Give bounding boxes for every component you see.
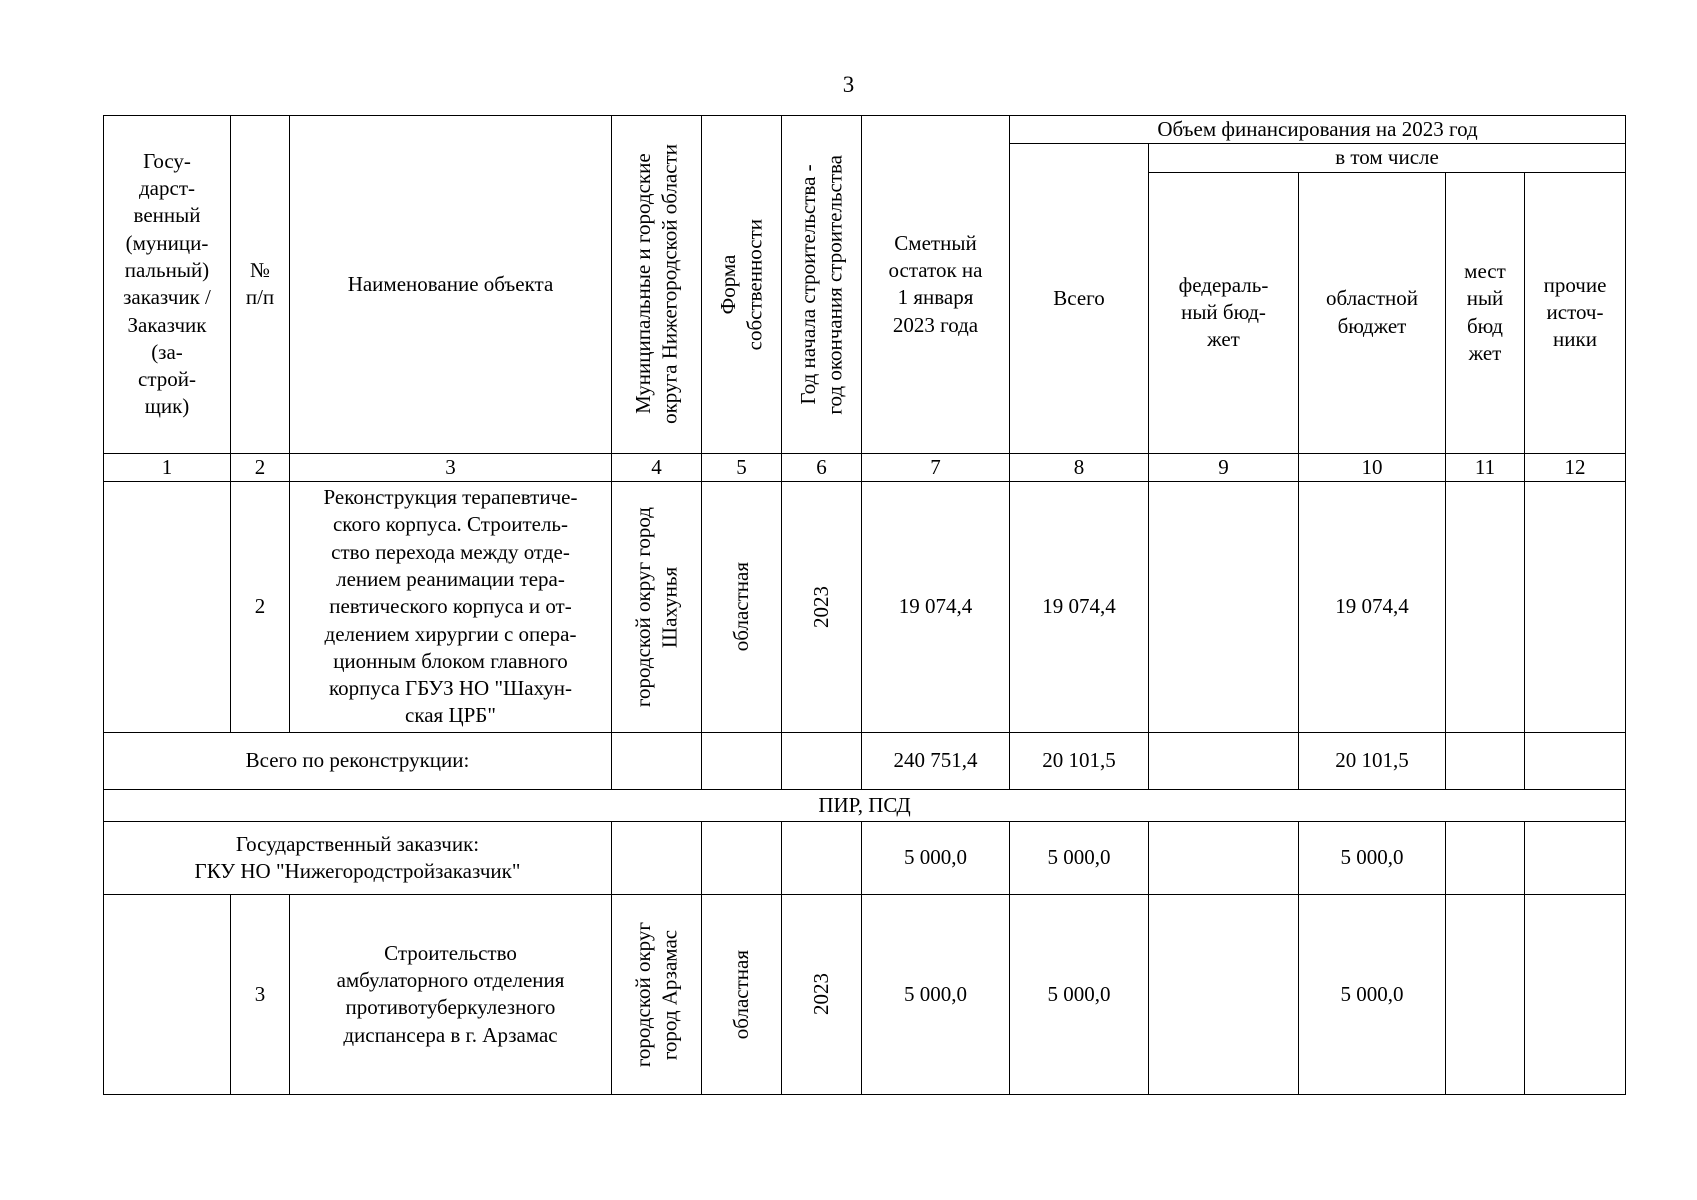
cell-municipality-text: городской округ город Арзамас <box>631 921 682 1067</box>
header-financing: Объем финансирования на 2023 год <box>1010 116 1626 144</box>
cell-local <box>1446 481 1525 732</box>
col-num: 12 <box>1525 453 1626 481</box>
col-num: 10 <box>1299 453 1446 481</box>
cell-num: 3 <box>231 894 290 1094</box>
cell-total: 5 000,0 <box>1010 821 1149 894</box>
cell-object-name: Строительство амбулаторного отделения противотуберкулезного диспансера в г. Арзамас <box>290 894 612 1094</box>
col-num: 1 <box>104 453 231 481</box>
col-num: 6 <box>782 453 862 481</box>
col-num: 11 <box>1446 453 1525 481</box>
header-row-1 <box>104 116 1626 144</box>
header-total: Всего <box>1010 144 1149 453</box>
cell-other <box>1525 894 1626 1094</box>
cell-other <box>1525 821 1626 894</box>
cell-regional: 5 000,0 <box>1299 894 1446 1094</box>
cell-years <box>782 821 862 894</box>
header-including: в том числе <box>1149 144 1626 172</box>
cell-local <box>1446 732 1525 789</box>
cell-regional: 20 101,5 <box>1299 732 1446 789</box>
header-estimate: Сметный остаток на 1 января 2023 года <box>862 116 1010 454</box>
header-years-text: Год начала строительства - год окончания строительства <box>796 154 847 415</box>
cell-years <box>782 894 862 1094</box>
cell-estimate: 19 074,4 <box>862 481 1010 732</box>
section-title: ПИР, ПСД <box>104 789 1626 821</box>
table-row <box>104 894 1626 1094</box>
cell-federal <box>1149 821 1299 894</box>
cell-local <box>1446 894 1525 1094</box>
header-customer: Госу- дарст- венный (муници- пальный) заказчик / Заказчик (за- строй- щик) <box>104 116 231 454</box>
cell-years-text: 2023 <box>809 585 834 628</box>
header-object-name: Наименование объекта <box>290 116 612 454</box>
cell-ownership <box>702 821 782 894</box>
cell-ownership <box>702 732 782 789</box>
col-num: 8 <box>1010 453 1149 481</box>
cell-federal <box>1149 894 1299 1094</box>
cell-local <box>1446 821 1525 894</box>
financing-table <box>103 115 1626 1095</box>
cell-municipality <box>612 732 702 789</box>
cell-ownership <box>702 894 782 1094</box>
header-num: № п/п <box>231 116 290 454</box>
cell-years <box>782 481 862 732</box>
cell-customer <box>104 894 231 1094</box>
header-years <box>782 116 862 454</box>
cell-total: 5 000,0 <box>1010 894 1149 1094</box>
header-ownership <box>702 116 782 454</box>
section-row <box>104 789 1626 821</box>
header-ownership-text: Форма собственности <box>716 218 767 350</box>
cell-total: 20 101,5 <box>1010 732 1149 789</box>
table-row-total <box>104 732 1626 789</box>
cell-federal <box>1149 481 1299 732</box>
cell-ownership-text: областная <box>729 949 754 1039</box>
cell-municipality <box>612 821 702 894</box>
cell-years-text: 2023 <box>809 973 834 1016</box>
cell-federal <box>1149 732 1299 789</box>
cell-regional: 5 000,0 <box>1299 821 1446 894</box>
cell-total: 19 074,4 <box>1010 481 1149 732</box>
cell-regional: 19 074,4 <box>1299 481 1446 732</box>
cell-object-name: Реконструкция терапевтиче- ского корпуса. Строитель- ство перехода между отде- лением реанимации тера- певтического корпуса и от- делением хирургии с опера- ционным блоком главного корпуса ГБУЗ НО "Шахун- ская ЦРБ" <box>290 481 612 732</box>
header-regional: областной бюджет <box>1299 172 1446 453</box>
header-municipality-text: Муниципальные и городские округа Нижегородской области <box>631 144 682 425</box>
header-municipality <box>612 116 702 454</box>
cell-estimate: 240 751,4 <box>862 732 1010 789</box>
cell-ownership <box>702 481 782 732</box>
cell-num: 2 <box>231 481 290 732</box>
cell-customer <box>104 481 231 732</box>
total-reconstruction-label: Всего по реконструкции: <box>104 732 612 789</box>
column-numbers-row <box>104 453 1626 481</box>
cell-other <box>1525 481 1626 732</box>
cell-years <box>782 732 862 789</box>
cell-municipality <box>612 481 702 732</box>
col-num: 4 <box>612 453 702 481</box>
col-num: 3 <box>290 453 612 481</box>
cell-estimate: 5 000,0 <box>862 821 1010 894</box>
col-num: 5 <box>702 453 782 481</box>
customer-label: Государственный заказчик: ГКУ НО "Нижегородстройзаказчик" <box>104 821 612 894</box>
cell-ownership-text: областная <box>729 562 754 652</box>
col-num: 2 <box>231 453 290 481</box>
col-num: 9 <box>1149 453 1299 481</box>
cell-other <box>1525 732 1626 789</box>
table-row-customer <box>104 821 1626 894</box>
cell-municipality <box>612 894 702 1094</box>
header-local: мест ный бюд жет <box>1446 172 1525 453</box>
cell-estimate: 5 000,0 <box>862 894 1010 1094</box>
page-number: 3 <box>842 72 855 97</box>
cell-municipality-text: городской округ город Шахунья <box>631 506 682 707</box>
header-other: прочие источ- ники <box>1525 172 1626 453</box>
header-federal: федераль- ный бюд- жет <box>1149 172 1299 453</box>
col-num: 7 <box>862 453 1010 481</box>
table-row <box>104 481 1626 732</box>
